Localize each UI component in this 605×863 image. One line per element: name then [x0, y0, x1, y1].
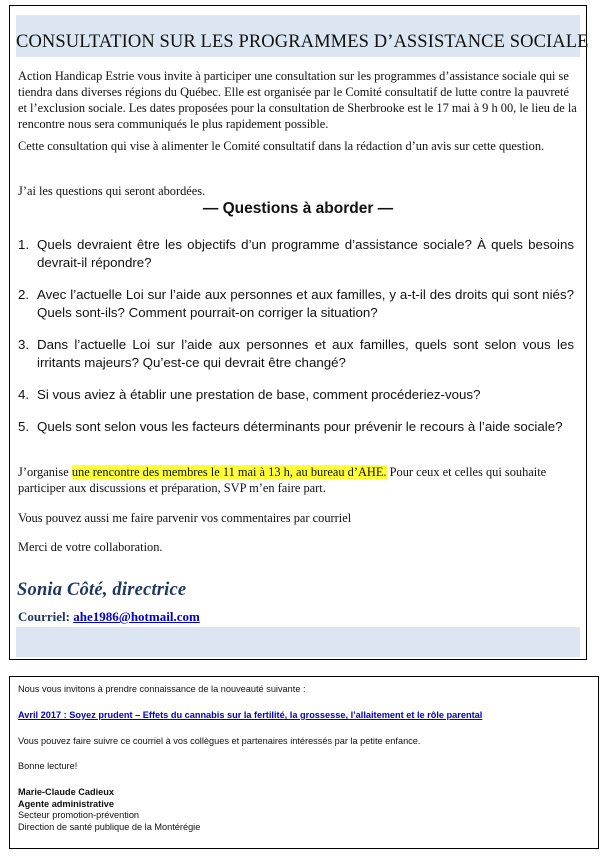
questions-list	[18, 236, 574, 450]
bottom-band	[16, 627, 580, 657]
question-number: 4.	[18, 387, 30, 402]
question-number: 3.	[18, 337, 30, 352]
newsletter-box	[9, 676, 599, 849]
question-text: Dans l’actuelle Loi sur l’aide aux personnes et aux familles, quels sont selon vous les irritants majeurs? Qu’est-ce qui devrait être changé?	[37, 337, 574, 370]
meeting-suffix: Pour ceux et celles qui souhaite participer aux discussions et préparation, SVP m’en faire part.	[18, 465, 547, 495]
question-number: 2.	[18, 287, 30, 302]
question-item	[18, 286, 574, 322]
signature: Sonia Côté, directrice	[17, 580, 187, 600]
questions-intro: J’ai les questions qui seront abordées.	[18, 184, 206, 198]
email-line	[18, 609, 200, 625]
purpose-paragraph: Cette consultation qui vise à alimenter le Comité consultatif dans la rédaction d’un avis sur cette question.	[18, 139, 545, 153]
meeting-highlight: une rencontre des membres le 11 mai à 13 h, au bureau d’AHE.	[71, 465, 387, 479]
meeting-paragraph	[18, 464, 578, 496]
question-item	[18, 336, 574, 372]
thanks-line: Merci de votre collaboration.	[18, 540, 163, 554]
question-text: Quels sont selon vous les facteurs déterminants pour prévenir le recours à l’aide sociale?	[37, 419, 563, 434]
email-label: Courriel:	[18, 609, 74, 624]
consultation-notice	[9, 5, 587, 660]
newsletter-closing: Bonne lecture!	[18, 761, 78, 771]
sender-name: Marie-Claude Cadieux	[18, 787, 114, 797]
title-band	[16, 15, 589, 57]
comments-line: Vous pouvez aussi me faire parvenir vos commentaires par courriel	[18, 511, 352, 525]
intro-paragraph: Action Handicap Estrie vous invite à participer une consultation sur les programmes d’assistance sociale qui se tiendra dans diverses régions du Québec. Elle est organisée par le Comité consultatif de lutte contre la pauvreté et l’exclusion sociale. Les dates proposées pour la consultation de Sherbrooke est le 17 mai à 9 h 00, le lieu de la rencontre nous sera communiqués le plus rapidement possible.	[18, 69, 577, 131]
question-number: 5.	[18, 419, 30, 434]
sender-unit: Secteur promotion-prévention	[18, 810, 140, 821]
newsletter-intro: Nous vous invitons à prendre connaissance de la nouveauté suivante :	[18, 684, 306, 694]
question-item	[18, 418, 574, 436]
question-item	[18, 386, 574, 404]
sender-title: Agente administrative	[18, 798, 114, 809]
question-item	[18, 236, 574, 272]
question-number: 1.	[18, 237, 30, 252]
questions-heading: — Questions à aborder —	[202, 200, 394, 217]
question-text: Si vous aviez à établir une prestation de base, comment procéderiez-vous?	[37, 387, 481, 402]
notice-title: CONSULTATION SUR LES PROGRAMMES D’ASSISTANCE SOCIALE	[16, 32, 589, 52]
newsletter-article-link[interactable]: Avril 2017 : Soyez prudent – Effets du cannabis sur la fertilité, la grossesse, l’allaitement et le rôle parental	[18, 710, 483, 720]
email-link[interactable]: ahe1986@hotmail.com	[73, 609, 200, 624]
newsletter-share-line: Vous pouvez faire suivre ce courriel à vos collègues et partenaires intéressés par la petite enfance.	[18, 736, 421, 746]
meeting-prefix: J’organise	[18, 465, 72, 479]
newsletter-signature	[18, 787, 200, 833]
sender-org: Direction de santé publique de la Montérégie	[18, 821, 201, 832]
question-text: Quels devraient être les objectifs d’un programme d’assistance sociale? À quels besoins devrait-il répondre?	[37, 237, 574, 270]
question-text: Avec l’actuelle Loi sur l’aide aux personnes et aux familles, y a-t-il des droits qui sont niés? Quels sont-ils? Comment pourrait-on corriger la situation?	[37, 287, 574, 320]
